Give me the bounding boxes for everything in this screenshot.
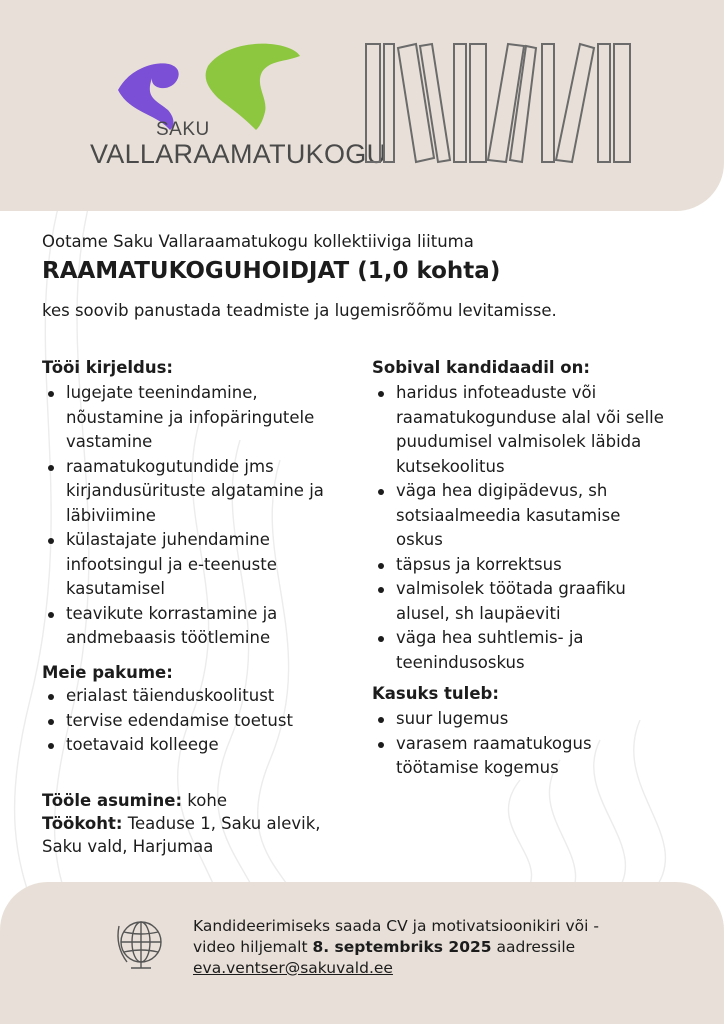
requirement-item <box>372 553 702 578</box>
requirements-heading: Sobival kandidaadil on: <box>372 358 590 377</box>
bonus-item-line: töötamise kogemus <box>396 758 559 777</box>
books-illustration-icon <box>358 38 638 168</box>
requirement-item-line: teenindusoskus <box>396 652 525 672</box>
instructions-line2 <box>193 937 633 958</box>
bonus-item <box>372 707 702 732</box>
offer-item <box>42 684 367 709</box>
workplace-value: Teaduse 1, Saku alevik, <box>122 814 321 833</box>
instructions-suffix: aadressile <box>491 938 576 956</box>
duty-item-line: külastajate juhendamine <box>66 530 270 549</box>
requirement-item <box>372 479 702 553</box>
duties-list <box>42 381 367 651</box>
bonus-item <box>372 732 702 781</box>
duty-item-line: infootsingul ja e-teenuste <box>66 554 277 574</box>
duty-item <box>42 455 367 529</box>
requirement-item-line: alusel, sh laupäeviti <box>396 603 561 623</box>
requirement-item-line: puudumisel valmisolek läbida <box>396 432 642 451</box>
duty-item-line: nõustamine ja infopäringutele <box>66 407 315 427</box>
job-subtitle: kes soovib panustada teadmiste ja lugemisrõõmu levitamisse. <box>42 301 557 320</box>
start-label: Tööle asumine: <box>42 791 183 810</box>
bonus-heading: Kasuks tuleb: <box>372 684 499 703</box>
requirement-item-line: täpsus ja korrektsus <box>396 554 562 574</box>
duties-heading: Tööi kirjeldus: <box>42 358 174 377</box>
requirement-item-line: raamatukogunduse alal või selle <box>396 407 664 427</box>
instructions-line1: Kandideerimiseks saada CV ja motivatsioonikiri või - <box>193 917 599 935</box>
start-info <box>42 789 227 813</box>
deadline-date: 8. septembriks 2025 <box>312 938 492 956</box>
duty-item <box>42 381 367 455</box>
offer-item-line: toetavaid kolleege <box>66 735 219 754</box>
globe-icon <box>113 916 169 972</box>
application-instructions <box>193 916 633 979</box>
workplace-address-line2: Saku vald, Harjumaa <box>42 837 214 856</box>
offer-item-line: tervise edendamise toetust <box>66 710 293 730</box>
requirement-item <box>372 577 702 626</box>
requirement-item-line: kutsekoolitus <box>396 456 505 476</box>
duty-item-line: andmebaasis töötlemine <box>66 628 271 647</box>
requirement-item-line: oskus <box>396 530 443 549</box>
requirement-item-line: sotsiaalmeedia kasutamise <box>396 505 621 525</box>
logo-text-library: VALLARAAMATUKOGU <box>90 139 387 169</box>
logo-text-saku: SAKU <box>156 119 210 140</box>
requirements-list <box>372 381 702 675</box>
email-link[interactable]: eva.ventser@sakuvald.ee <box>193 959 393 977</box>
workplace-info <box>42 812 321 836</box>
requirement-item <box>372 381 702 479</box>
offer-item <box>42 733 367 758</box>
offer-item <box>42 709 367 734</box>
duty-item-line: läbiviimine <box>66 505 156 525</box>
duty-item-line: kasutamisel <box>66 579 165 598</box>
requirement-item <box>372 626 702 675</box>
requirement-item-line: väga hea suhtlemis- ja <box>396 628 584 647</box>
duty-item-line: teavikute korrastamine ja <box>66 603 278 623</box>
workplace-label: Töökoht: <box>42 814 123 833</box>
duty-item <box>42 528 367 602</box>
duty-item-line: kirjandusürituste algatamine ja <box>66 481 324 500</box>
requirement-item-line: väga hea digipädevus, sh <box>396 481 608 500</box>
duty-item-line: lugejate teenindamine, <box>66 383 258 402</box>
bonus-list <box>372 707 702 781</box>
requirement-item-line: valmisolek töötada graafiku <box>396 579 626 598</box>
instructions-prefix: video hiljemalt <box>193 938 313 956</box>
intro-text: Ootame Saku Vallaraamatukogu kollektiiviga liituma <box>42 232 474 251</box>
requirement-item-line: haridus infoteaduste või <box>396 383 597 402</box>
duty-item <box>42 602 367 651</box>
duty-item-line: raamatukogutundide jms <box>66 456 274 476</box>
offer-list <box>42 684 367 758</box>
start-value: kohe <box>182 791 227 810</box>
bonus-item-line: suur lugemus <box>396 709 509 728</box>
offer-heading: Meie pakume: <box>42 663 173 682</box>
job-title: RAAMATUKOGUHOIDJAT (1,0 kohta) <box>42 258 501 284</box>
bonus-item-line: varasem raamatukogus <box>396 733 592 753</box>
offer-item-line: erialast täienduskoolitust <box>66 686 275 705</box>
duty-item-line: vastamine <box>66 432 153 451</box>
